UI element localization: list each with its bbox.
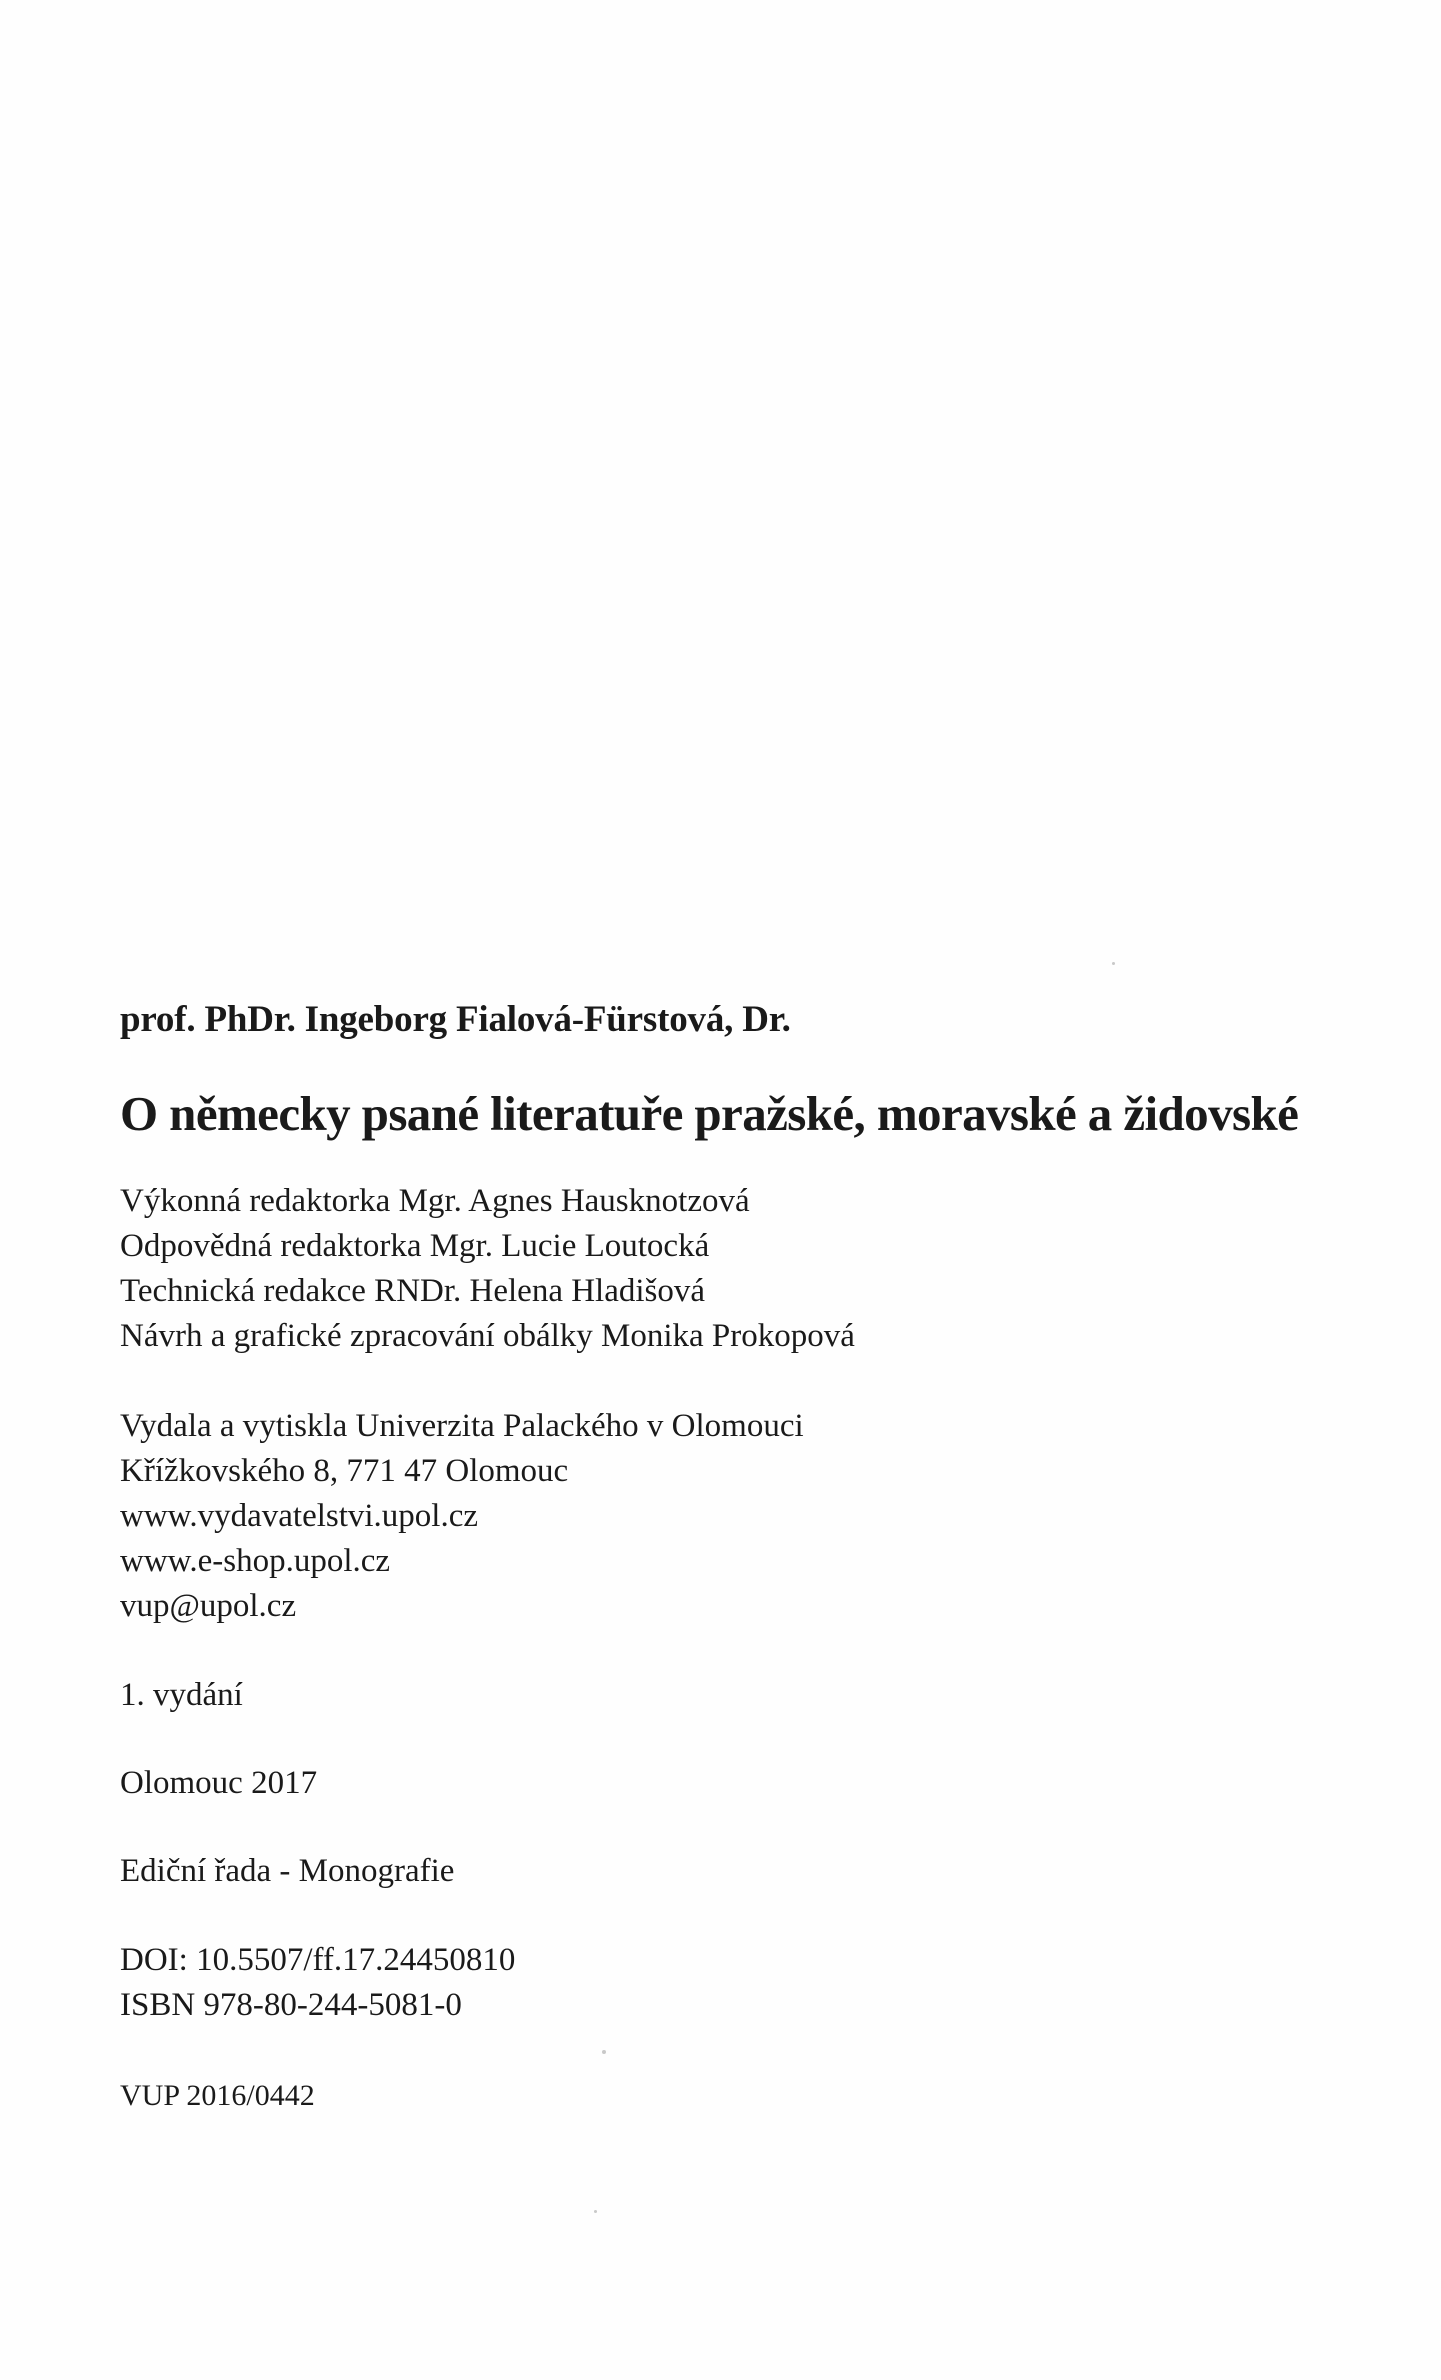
publisher-line: Vydala a vytiskla Univerzita Palackého v Olomouci (120, 1408, 804, 1444)
vup-number: VUP 2016/0442 (120, 2079, 315, 2112)
publisher-website: www.vydavatelstvi.upol.cz (120, 1498, 479, 1534)
author-name: prof. PhDr. Ingeborg Fialová-Fürstová, Dr. (120, 999, 791, 1040)
series-info (120, 1849, 1360, 1894)
credit-line: Výkonná redaktorka Mgr. Agnes Hausknotzová (120, 1183, 750, 1219)
publisher-address: Křížkovského 8, 771 47 Olomouc (120, 1453, 569, 1489)
publisher-email: vup@upol.cz (120, 1588, 297, 1624)
paper-speck (602, 2050, 606, 2054)
editorial-credits (120, 1179, 1360, 1359)
place-year-info (120, 1761, 1360, 1806)
doi-line: DOI: 10.5507/ff.17.24450810 (120, 1942, 516, 1978)
book-title: O německy psané literatuře pražské, moravské a židovské (120, 1086, 1299, 1141)
place-year: Olomouc 2017 (120, 1765, 318, 1801)
paper-speck (1112, 962, 1115, 965)
publisher-info (120, 1404, 1360, 1629)
edition-series: Ediční řada - Monografie (120, 1853, 455, 1889)
credit-line: Odpovědná redaktorka Mgr. Lucie Loutocká (120, 1228, 710, 1264)
edition-info (120, 1673, 1360, 1718)
isbn-line: ISBN 978-80-244-5081-0 (120, 1987, 462, 2023)
credit-line: Návrh a grafické zpracování obálky Monika Prokopová (120, 1318, 855, 1354)
publisher-eshop: www.e-shop.upol.cz (120, 1543, 391, 1579)
paper-speck (594, 2210, 597, 2213)
credit-line: Technická redakce RNDr. Helena Hladišová (120, 1273, 706, 1309)
edition-number: 1. vydání (120, 1677, 243, 1713)
imprint-block (120, 996, 1360, 2146)
identifiers (120, 1938, 1360, 2028)
